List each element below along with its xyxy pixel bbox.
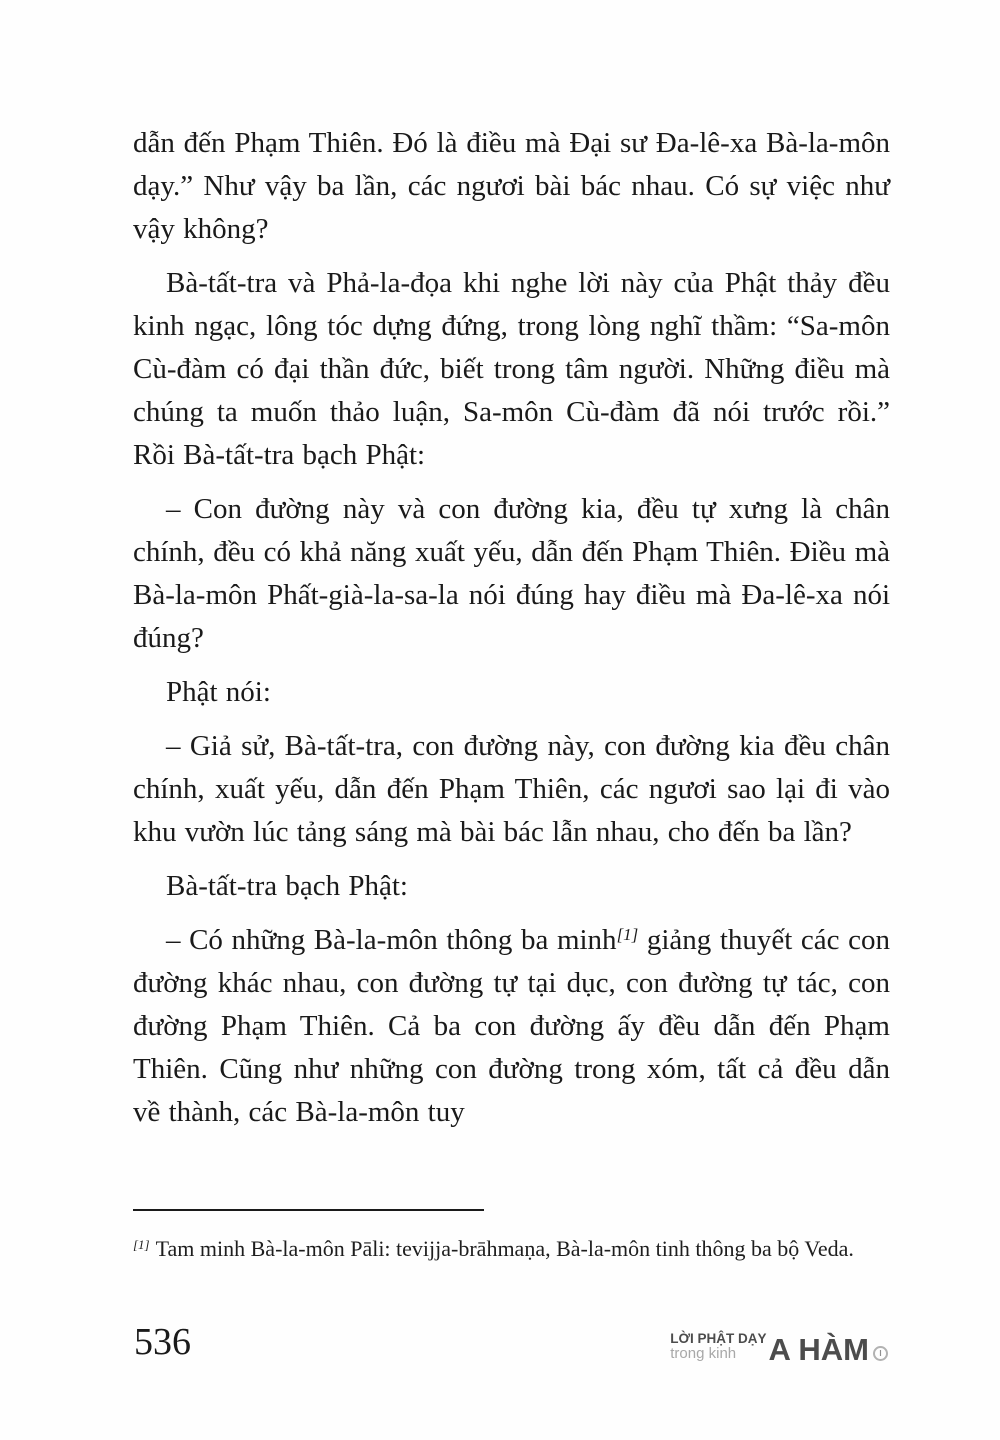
paragraph: dẫn đến Phạm Thiên. Đó là điều mà Đại sư Đa-lê-xa Bà-la-môn dạy.” Như vậy ba lần, các ngươi bài bác nhau. Có sự việc như vậy không? <box>133 127 890 245</box>
paragraph: Bà-tất-tra bạch Phật: <box>166 870 408 902</box>
page-number: 536 <box>134 1321 191 1363</box>
footnote-text: Tam minh Bà-la-môn Pāli: tevijja-brāhmaṇa, Bà-la-môn tinh thông ba bộ Veda. <box>155 1236 854 1261</box>
paragraph-with-footnote <box>133 919 890 1134</box>
footnote-number: [1] <box>133 1236 150 1252</box>
paragraph-text: giảng thuyết các con đường khác nhau, con đường tự tại dục, con đường tự tác, con đường Phạm Thiên. Cả ba con đường ấy đều dẫn đến Phạm Thiên. Cũng như những con đường trong xóm, tất cả đều dẫn về thành, các Bà-la-môn tuy <box>133 924 890 1128</box>
paragraph: Bà-tất-tra và Phả-la-đọa khi nghe lời này của Phật thảy đều kinh ngạc, lông tóc dựng đứng, trong lòng nghĩ thầm: “Sa-môn Cù-đàm có đại thần đức, biết trong tâm người. Những điều mà chúng ta muốn thảo luận, Sa-môn Cù-đàm đã nói trước rồi.” Rồi Bà-tất-tra bạch Phật: <box>133 267 890 471</box>
paragraph: – Giả sử, Bà-tất-tra, con đường này, con đường kia đều chân chính, xuất yếu, dẫn đến Phạm Thiên, các ngươi sao lại đi vào khu vườn lúc tảng sáng mà bài bác lẫn nhau, cho đến ba lần? <box>133 730 890 848</box>
footnote-section <box>133 1209 890 1288</box>
logo-tagline-top: LỜI PHẬT DẠY <box>670 1331 767 1346</box>
paragraph: – Con đường này và con đường kia, đều tự xưng là chân chính, đều có khả năng xuất yếu, dẫn đến Phạm Thiên. Điều mà Bà-la-môn Phất-già-la-sa-la nói đúng hay điều mà Đa-lê-xa nói đúng? <box>133 493 890 654</box>
paragraph: Phật nói: <box>166 676 271 708</box>
book-logo <box>670 1331 888 1367</box>
footnote-separator-rule <box>133 1209 484 1211</box>
footnote <box>133 1232 890 1266</box>
logo-taglines <box>670 1332 766 1363</box>
page-body <box>133 122 890 1134</box>
logo-tagline-bottom: trong kinh <box>670 1345 737 1362</box>
logo-title: A HÀM <box>768 1332 869 1367</box>
volume-badge-icon: I <box>873 1346 888 1361</box>
paragraph-text: – Có những Bà-la-môn thông ba minh <box>166 924 617 956</box>
footnote-marker: [1] <box>616 924 639 944</box>
